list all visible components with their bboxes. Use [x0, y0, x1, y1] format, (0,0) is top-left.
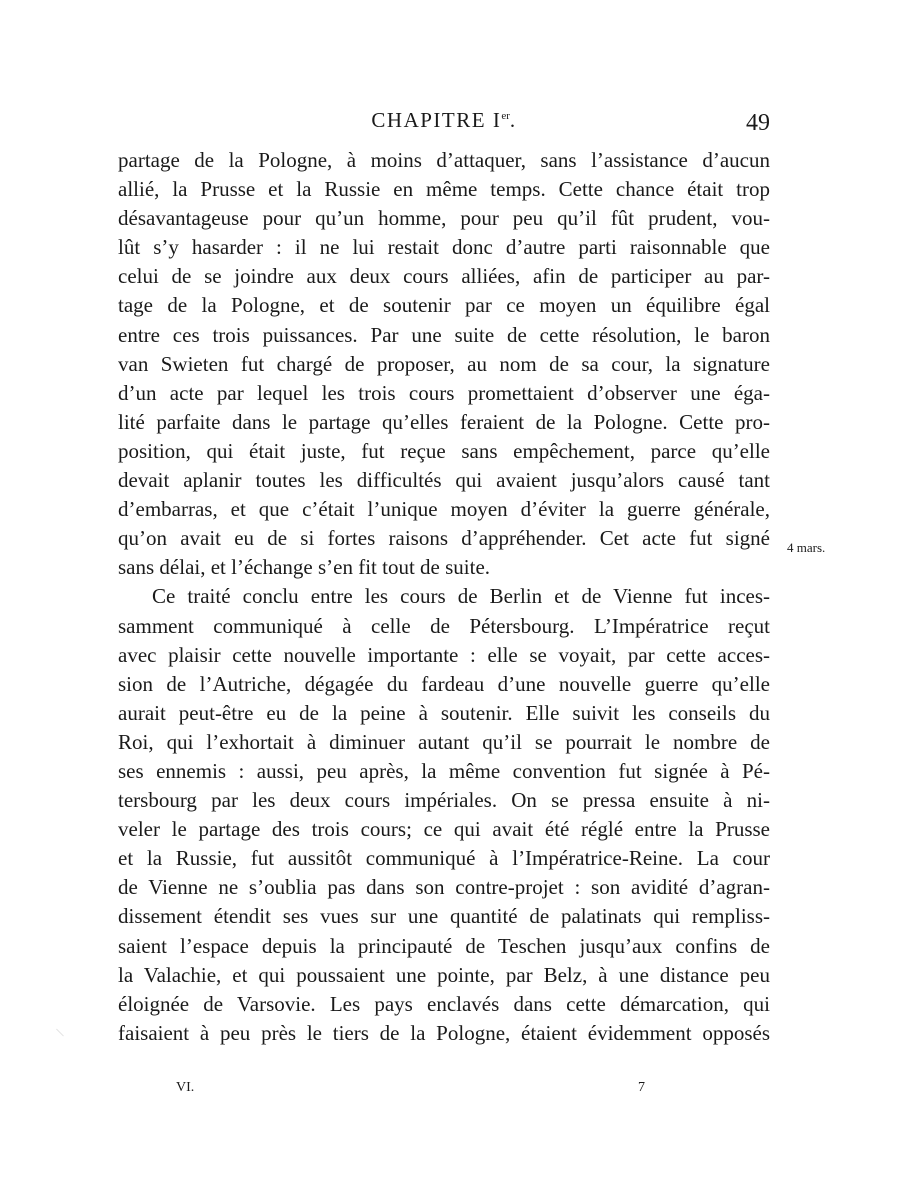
margin-date-note: 4 mars.	[787, 540, 826, 555]
text-line: avec plaisir cette nouvelle importante : elle se voyait, par cette acces-	[118, 642, 770, 667]
text-line: sion de l’Autriche, dégagée du fardeau d’une nouvelle guerre qu’elle	[118, 671, 770, 696]
text-line: celui de se joindre aux deux cours alliées, afin de participer au par-	[118, 264, 770, 289]
text-line: dissement étendit ses vues sur une quantité de palatinats qui rempliss-	[118, 904, 770, 929]
text-line: tersbourg par les deux cours impériales. On se pressa ensuite à ni-	[118, 788, 770, 813]
body-text	[118, 146, 770, 1048]
chapter-heading	[118, 108, 770, 133]
chapter-title-superscript: er	[501, 110, 510, 122]
text-line: veler le partage des trois cours; ce qui avait été réglé entre la Prusse	[118, 817, 770, 842]
paper-mark	[56, 1022, 71, 1037]
text-line: van Swieten fut chargé de proposer, au nom de sa cour, la signature	[118, 351, 770, 376]
text-line: lité parfaite dans le partage qu’elles feraient de la Pologne. Cette pro-	[118, 409, 770, 434]
text-line: entre ces trois puissances. Par une suite de cette résolution, le baron	[118, 322, 770, 347]
text-line: saient l’espace depuis la principauté de Teschen jusqu’aux confins de	[118, 933, 770, 958]
text-line: et la Russie, fut aussitôt communiqué à l’Impératrice-Reine. La cour	[118, 846, 770, 871]
chapter-title: CHAPITRE I	[371, 108, 502, 132]
text-line: Ce traité conclu entre les cours de Berlin et de Vienne fut inces-	[152, 584, 770, 609]
chapter-title-period: .	[509, 108, 517, 132]
text-line: Roi, qui l’exhortait à diminuer autant qu’il se pourrait le nombre de	[118, 729, 770, 754]
text-line: samment communiqué à celle de Pétersbourg. L’Impératrice reçut	[118, 613, 770, 638]
text-line: d’un acte par lequel les trois cours promettaient d’observer une éga-	[118, 380, 770, 405]
text-line: éloignée de Varsovie. Les pays enclavés dans cette démarcation, qui	[118, 991, 770, 1016]
text-line: de Vienne ne s’oublia pas dans son contre-projet : son avidité d’agran-	[118, 875, 770, 900]
running-head	[118, 108, 770, 138]
text-line: qu’on avait eu de si fortes raisons d’appréhender. Cet acte fut signé	[118, 526, 770, 551]
text-line: ses ennemis : aussi, peu après, la même convention fut signée à Pé-	[118, 758, 770, 783]
page-number: 49	[746, 110, 770, 136]
gathering-signature: 7	[638, 1080, 645, 1095]
text-line: d’embarras, et que c’était l’unique moyen d’éviter la guerre générale,	[118, 497, 770, 522]
volume-signature: VI.	[176, 1080, 195, 1095]
text-line: lût s’y hasarder : il ne lui restait donc d’autre parti raisonnable que	[118, 235, 770, 260]
text-line: devait aplanir toutes les difficultés qui avaient jusqu’alors causé tant	[118, 468, 770, 493]
text-line: désavantageuse pour qu’un homme, pour peu qu’il fût prudent, vou-	[118, 206, 770, 231]
text-line: sans délai, et l’échange s’en fit tout de suite.	[118, 555, 491, 580]
text-line: allié, la Prusse et la Russie en même temps. Cette chance était trop	[118, 177, 770, 202]
paragraph-1	[118, 146, 770, 582]
text-line: tage de la Pologne, et de soutenir par ce moyen un équilibre égal	[118, 293, 770, 318]
paragraph-2	[118, 582, 770, 1048]
text-line: partage de la Pologne, à moins d’attaquer, sans l’assistance d’aucun	[118, 148, 770, 172]
page-footer	[0, 1080, 900, 1100]
text-line: la Valachie, et qui poussaient une pointe, par Belz, à une distance peu	[118, 962, 770, 987]
text-line: position, qui était juste, fut reçue sans empêchement, parce qu’elle	[118, 438, 770, 463]
text-line: faisaient à peu près le tiers de la Pologne, étaient évidemment opposés	[118, 1020, 770, 1045]
text-line: aurait peut-être eu de la peine à soutenir. Elle suivit les conseils du	[118, 700, 770, 725]
